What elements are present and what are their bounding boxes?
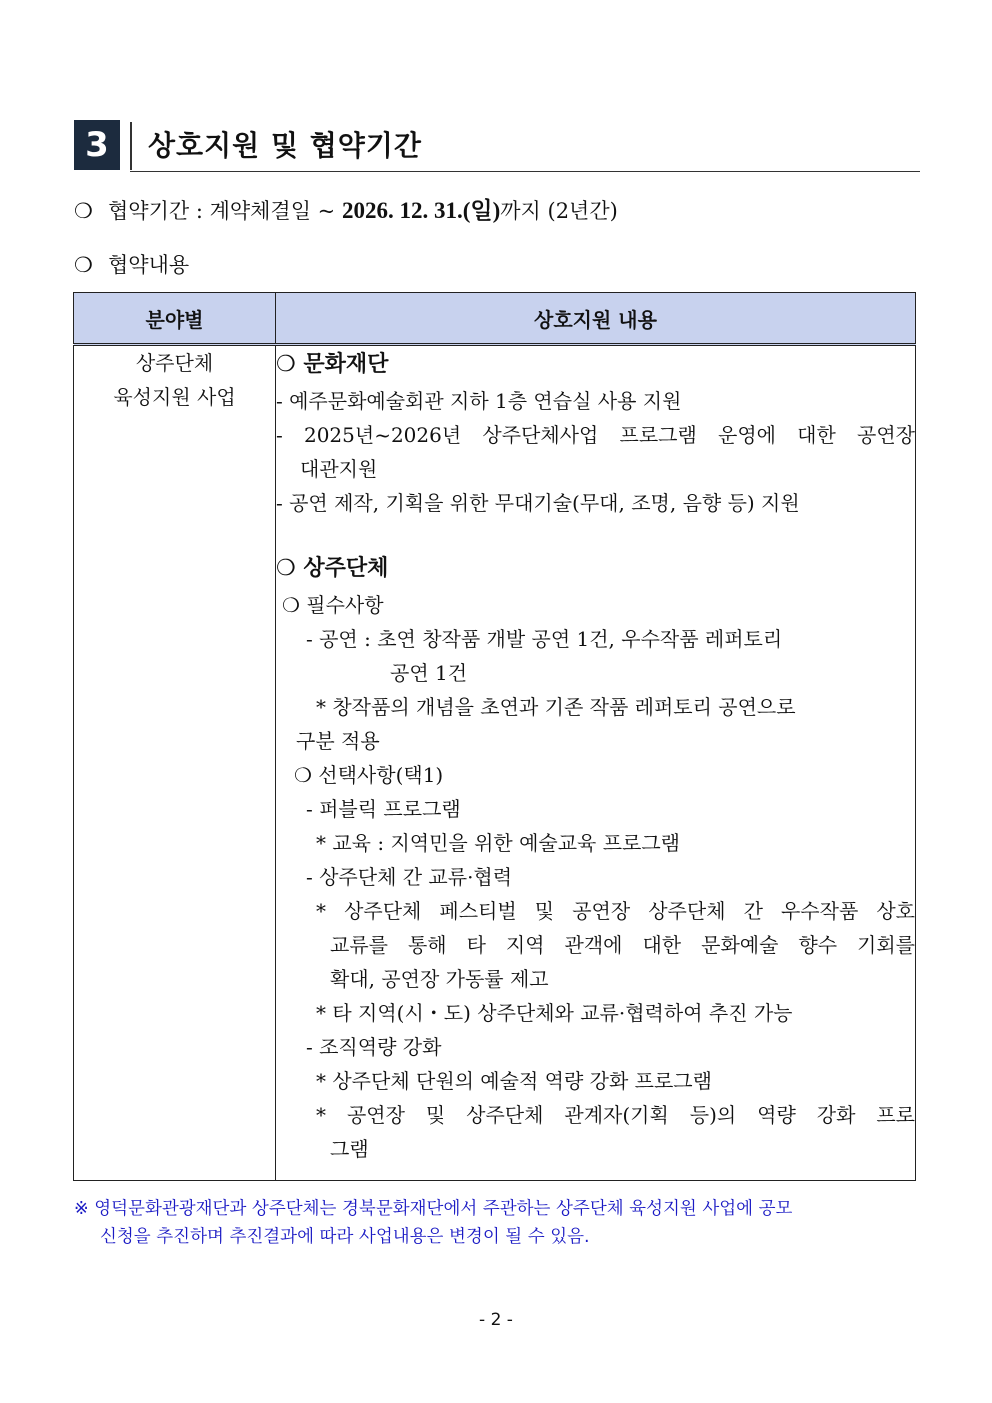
required-item: - 공연 : 초연 창작품 개발 공연 1건, 우수작품 레퍼토리: [306, 627, 783, 651]
foundation-item: - 예주문화예술회관 지하 1층 연습실 사용 지원: [276, 389, 682, 413]
section-underline: [130, 171, 920, 172]
section-number-badge: 3: [74, 120, 120, 170]
agreement-period: [74, 196, 618, 226]
optional-note: * 교육 : 지역민을 위한 예술교육 프로그램: [316, 831, 681, 855]
footnote: [74, 1195, 792, 1251]
required-item-cont: 공연 1건: [390, 661, 468, 685]
field-cell: [74, 345, 276, 1181]
foundation-heading: ❍ 문화재단: [276, 352, 389, 377]
optional-item: - 퍼블릭 프로그램: [306, 797, 461, 821]
optional-note-cont: 그램: [330, 1137, 369, 1161]
period-label: 협약기간 : 계약체결일 ~: [108, 199, 342, 223]
foundation-item: - 공연 제작, 기획을 위한 무대기술(무대, 조명, 음향 등) 지원: [276, 491, 800, 515]
field-line-2: 육성지원 사업: [113, 385, 236, 409]
optional-item: - 조직역량 강화: [306, 1035, 442, 1059]
section-divider: [130, 122, 132, 170]
optional-note: * 상주단체 단원의 예술적 역량 강화 프로그램: [316, 1069, 712, 1093]
content-cell: [276, 345, 916, 1181]
required-note-cont: 구분 적용: [296, 729, 380, 753]
header-support-content: 상호지원 내용: [276, 293, 916, 345]
optional-note-cont: 확대, 공연장 가동률 제고: [330, 967, 549, 991]
company-heading: ❍ 상주단체: [276, 556, 389, 581]
period-suffix: 까지 (2년간): [500, 199, 618, 223]
period-date: 2026. 12. 31.(일): [341, 198, 501, 223]
circle-bullet-icon: ❍: [74, 253, 93, 277]
field-line-1: 상주단체: [135, 351, 214, 375]
section-title: 상호지원 및 협약기간: [148, 129, 422, 162]
optional-note-cont: 교류를 통해 타 지역 관객에 대한 문화예술 향수 기회를: [330, 933, 915, 957]
foundation-item-cont: 대관지원: [300, 457, 378, 481]
footnote-line-2: 신청을 추진하며 추진결과에 따라 사업내용은 변경이 될 수 있음.: [100, 1227, 590, 1247]
required-title: ❍ 필수사항: [282, 593, 384, 617]
optional-note: * 공연장 및 상주단체 관계자(기획 등)의 역량 강화 프로: [316, 1103, 915, 1127]
foundation-item: - 2025년~2026년 상주단체사업 프로그램 운영에 대한 공연장: [276, 423, 915, 447]
agreement-content-label: [74, 250, 189, 280]
optional-note: * 타 지역(시・도) 상주단체와 교류·협력하여 추진 가능: [316, 1001, 793, 1025]
header-field: 분야별: [74, 293, 276, 345]
page-number: - 2 -: [479, 1310, 513, 1330]
circle-bullet-icon: ❍: [74, 199, 93, 223]
spacer: [276, 520, 915, 550]
optional-note: * 상주단체 페스티벌 및 공연장 상주단체 간 우수작품 상호: [316, 899, 915, 923]
required-note: * 창작품의 개념을 초연과 기존 작품 레퍼토리 공연으로: [316, 695, 796, 719]
table-header-row: [74, 293, 916, 345]
optional-title: ❍ 선택사항(택1): [294, 763, 444, 787]
section-header: [74, 120, 920, 172]
content-label: 협약내용: [108, 253, 190, 277]
table-row: [74, 345, 916, 1181]
footnote-line-1: ※ 영덕문화관광재단과 상주단체는 경북문화재단에서 주관하는 상주단체 육성지원 사업에 공모: [74, 1199, 793, 1219]
support-table: [73, 292, 916, 1181]
optional-item: - 상주단체 간 교류·협력: [306, 865, 513, 889]
